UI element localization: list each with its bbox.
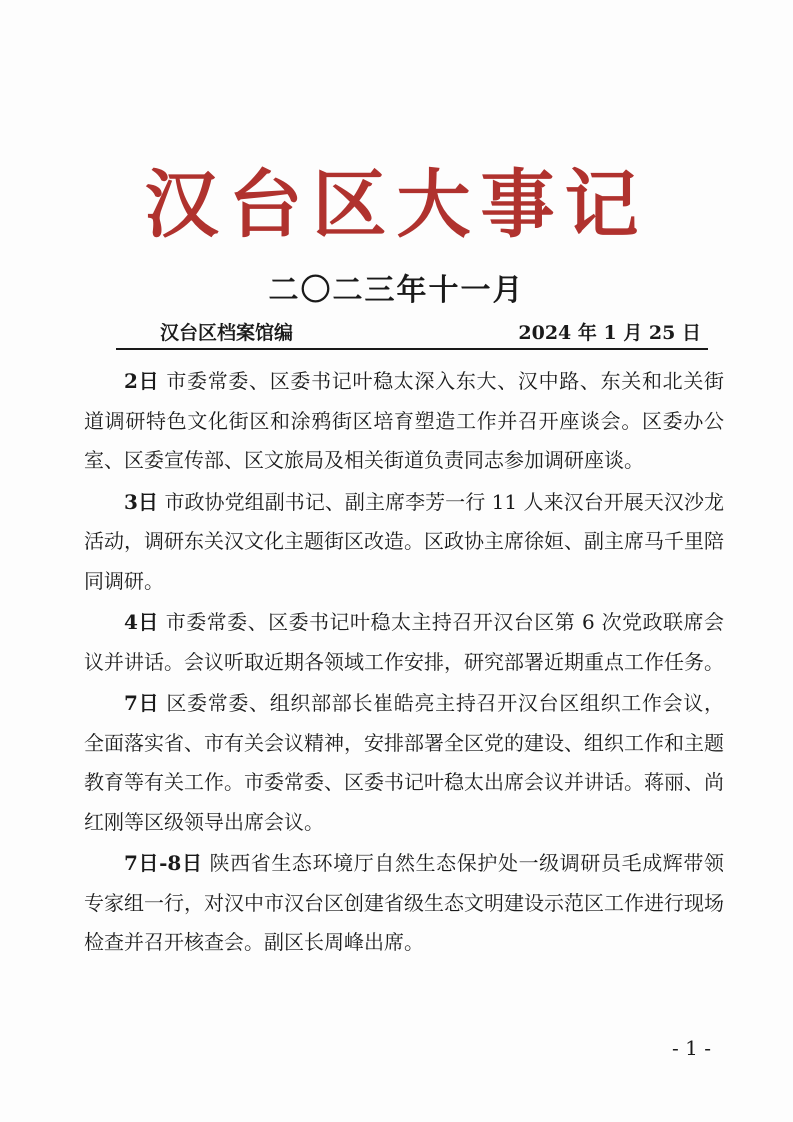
- entry: [84, 362, 724, 481]
- entry: [84, 844, 724, 963]
- document-title: 汉台区大事记: [144, 162, 649, 248]
- entry-day: 2日: [124, 369, 160, 393]
- issue-date: 2024 年 1 月 25 日: [518, 322, 701, 344]
- entry-day: 7日: [124, 691, 160, 715]
- compiler-name: 汉台区档案馆编: [160, 322, 294, 344]
- page-number: - 1 -: [672, 1036, 711, 1060]
- entry-text: 市政协党组副书记、副主席李芳一行 11 人来汉台开展天汉沙龙活动，调研东关汉文化主题街区改造。区政协主席徐姮、副主席马千里陪同调研。: [84, 489, 725, 593]
- entry-text: 陕西省生态环境厅自然生态保护处一级调研员毛成辉带领专家组一行，对汉中市汉台区创建省级生态文明建设示范区工作进行现场检查并召开核查会。副区长周峰出席。: [84, 851, 724, 954]
- document-month: 二〇二三年十一月: [268, 273, 525, 308]
- entry-day: 7日-8日: [124, 851, 203, 875]
- entry-day: 4日: [124, 610, 159, 634]
- header-divider: [116, 348, 708, 350]
- entry: [84, 483, 724, 602]
- entry: [84, 684, 724, 842]
- entry-text: 市委常委、区委书记叶稳太深入东大、汉中路、东关和北关街道调研特色文化街区和涂鸦街区培育塑造工作并召开座谈会。区委办公室、区委宣传部、区文旅局及相关街道负责同志参加调研座谈。: [84, 369, 725, 472]
- entries-list: [84, 362, 724, 965]
- entry-text: 区委常委、组织部部长崔皓亮主持召开汉台区组织工作会议，全面落实省、市有关会议精神，安排部署全区党的建设、组织工作和主题教育等有关工作。市委常委、区委书记叶稳太出席会议并讲话。蒋丽、尚红刚等区级领导出席会议。: [84, 691, 725, 834]
- entry-text: 市委常委、区委书记叶稳太主持召开汉台区第 6 次党政联席会议并讲话。会议听取近期各领域工作安排，研究部署近期重点工作任务。: [84, 610, 724, 674]
- entry: [84, 603, 724, 682]
- entry-day: 3日: [124, 489, 159, 514]
